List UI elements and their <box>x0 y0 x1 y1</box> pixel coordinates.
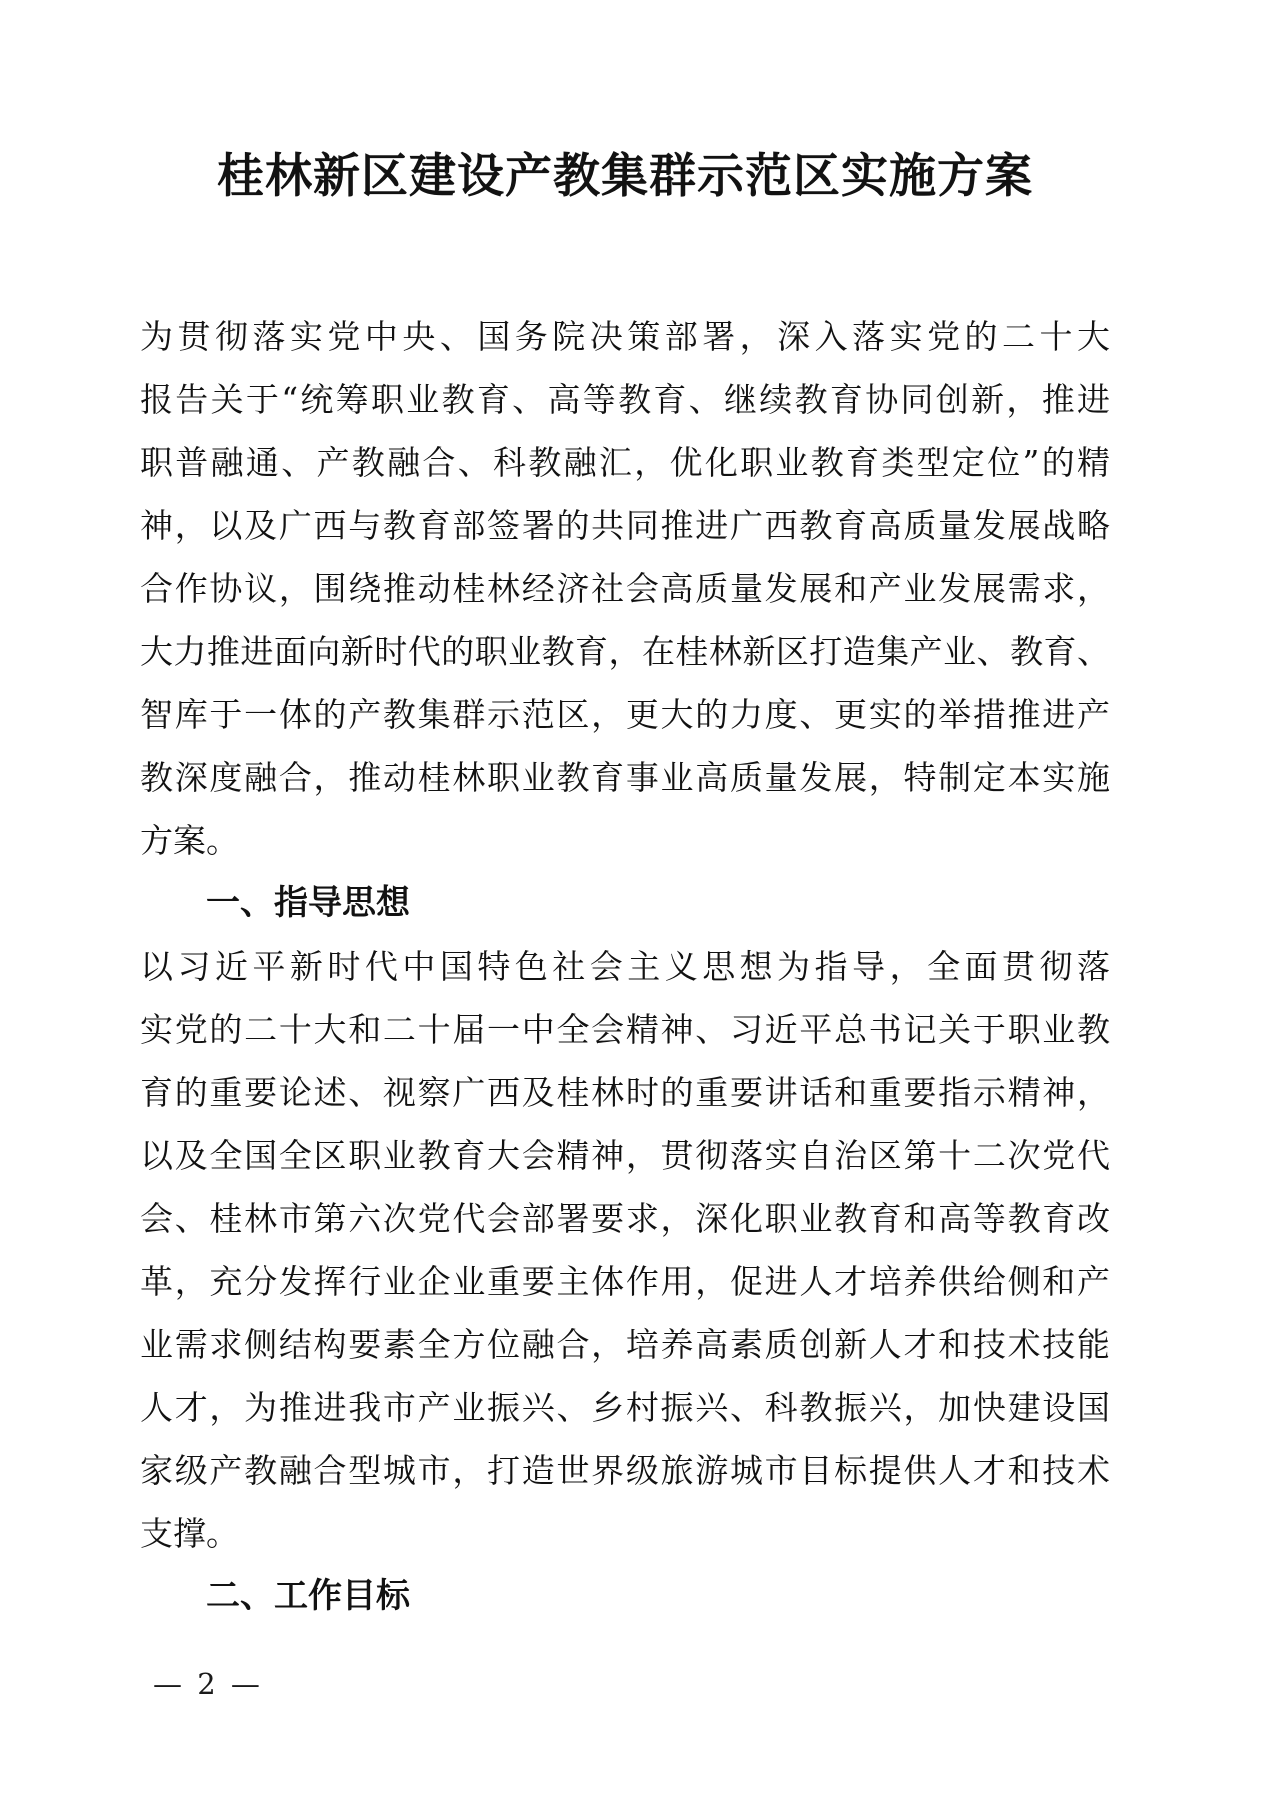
text-line: 合作协议，围绕推动桂林经济社会高质量发展和产业发展需求， <box>140 569 1110 608</box>
document-body <box>140 305 1110 1628</box>
text-line: 为贯彻落实党中央、国务院决策部署，深入落实党的二十大 <box>140 317 1110 356</box>
section-heading-work-goals: 二、工作目标 <box>206 1576 410 1616</box>
text-line: 神，以及广西与教育部签署的共同推进广西教育高质量发展战略 <box>140 506 1110 545</box>
text-line: 家级产教融合型城市，打造世界级旅游城市目标提供人才和技术 <box>140 1451 1110 1490</box>
page-number: — 2 — <box>153 1667 263 1701</box>
text-line: 革，充分发挥行业企业重要主体作用，促进人才培养供给侧和产 <box>140 1262 1110 1301</box>
text-line: 业需求侧结构要素全方位融合，培养高素质创新人才和技术技能 <box>140 1325 1110 1364</box>
text-line: 方案。 <box>140 821 239 860</box>
text-line: 以及全国全区职业教育大会精神，贯彻落实自治区第十二次党代 <box>140 1136 1110 1175</box>
text-line: 智库于一体的产教集群示范区，更大的力度、更实的举措推进产 <box>140 695 1110 734</box>
text-line: 职普融通、产教融合、科教融汇，优化职业教育类型定位”的精 <box>140 443 1110 482</box>
text-line: 以习近平新时代中国特色社会主义思想为指导，全面贯彻落 <box>140 947 1110 986</box>
text-line: 人才，为推进我市产业振兴、乡村振兴、科教振兴，加快建设国 <box>140 1388 1110 1427</box>
text-line: 教深度融合，推动桂林职业教育事业高质量发展，特制定本实施 <box>140 758 1110 797</box>
section-heading-guiding-ideology: 一、指导思想 <box>206 883 410 923</box>
document-title: 桂林新区建设产教集群示范区实施方案 <box>217 149 1033 204</box>
text-line: 会、桂林市第六次党代会部署要求，深化职业教育和高等教育改 <box>140 1199 1110 1238</box>
text-line: 报告关于“统筹职业教育、高等教育、继续教育协同创新，推进 <box>140 380 1110 419</box>
paragraph-guiding-ideology <box>140 935 1110 1565</box>
text-line: 支撑。 <box>140 1514 239 1553</box>
text-line: 育的重要论述、视察广西及桂林时的重要讲话和重要指示精神， <box>140 1073 1110 1112</box>
text-line: 大力推进面向新时代的职业教育，在桂林新区打造集产业、教育、 <box>140 632 1110 671</box>
paragraph-intro <box>140 305 1110 872</box>
text-line: 实党的二十大和二十届一中全会精神、习近平总书记关于职业教 <box>140 1010 1110 1049</box>
